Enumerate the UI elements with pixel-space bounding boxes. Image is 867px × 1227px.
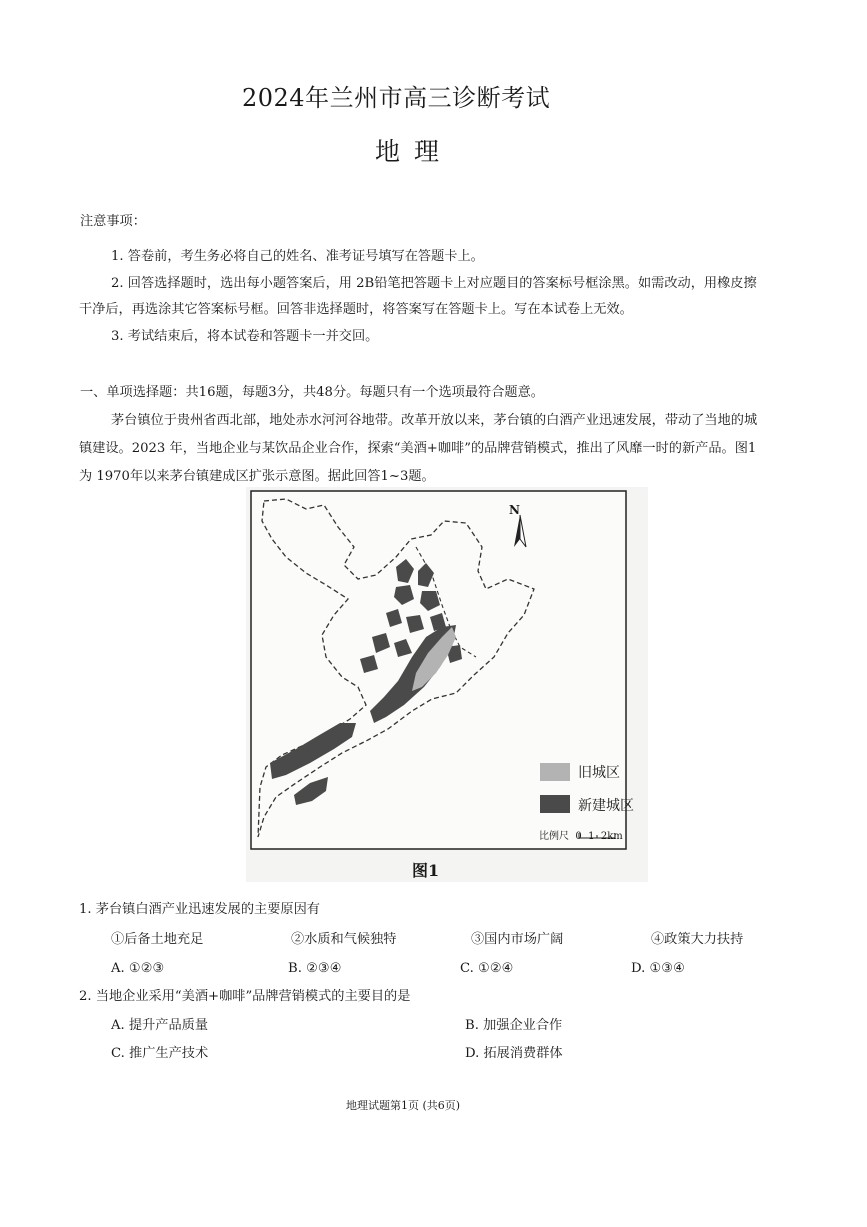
question-2-option-b[interactable]: B. 加强企业合作: [465, 1018, 563, 1033]
passage-line-3: 为 1970年以来茅台镇建成区扩张示意图。据此回答1~3题。: [79, 469, 435, 484]
town-expansion-map: [246, 487, 648, 882]
note-item-2-line-1: 2. 回答选择题时，选出每小题答案后，用 2B铅笔把答题卡上对应题目的答案标号框涂黑。如需改动，用橡皮擦: [111, 276, 757, 291]
legend-new-swatch: [540, 795, 570, 813]
question-2-option-a[interactable]: A. 提升产品质量: [111, 1018, 209, 1033]
question-2-option-d[interactable]: D. 拓展消费群体: [465, 1046, 563, 1061]
question-1-item: ①后备土地充足: [111, 932, 204, 947]
notes-heading: 注意事项：: [80, 214, 146, 229]
map-figure: [246, 487, 648, 882]
question-2-stem: 2. 当地企业采用“美酒+咖啡”品牌营销模式的主要目的是: [79, 989, 411, 1004]
scale-label: 比例尺 0 1 2km: [539, 831, 623, 842]
passage-line-1: 茅台镇位于贵州省西北部，地处赤水河河谷地带。改革开放以来，茅台镇的白酒产业迅速发展，带动了当地的城: [111, 413, 758, 428]
note-item-2-line-2: 干净后，再选涂其它答案标号框。回答非选择题时，将答案写在答题卡上。写在本试卷上无效。: [79, 302, 633, 317]
question-1-item: ②水质和气候独特: [291, 932, 397, 947]
legend-old-label: 旧城区: [578, 765, 620, 781]
question-1-item: ③国内市场广阔: [471, 932, 564, 947]
question-1-option-c[interactable]: C. ①②④: [460, 961, 514, 976]
exam-title: 2024年兰州市高三诊断考试: [242, 84, 551, 112]
question-1-stem: 1. 茅台镇白酒产业迅速发展的主要原因有: [79, 902, 320, 917]
page-footer: 地理试题第1页 (共6页): [346, 1099, 461, 1112]
question-1-option-d[interactable]: D. ①③④: [631, 961, 685, 976]
note-item-1: 1. 答卷前，考生务必将自己的姓名、准考证号填写在答题卡上。: [111, 249, 484, 264]
north-label: N: [509, 503, 520, 517]
subject-title: 地理: [375, 137, 454, 166]
legend-new-label: 新建城区: [578, 798, 634, 814]
question-1-item: ④政策大力扶持: [651, 932, 744, 947]
legend-old-swatch: [540, 763, 570, 781]
figure-caption: 图1: [412, 861, 440, 880]
note-item-3: 3. 考试结束后，将本试卷和答题卡一并交回。: [111, 329, 379, 344]
passage-line-2: 镇建设。2023 年，当地企业与某饮品企业合作，探索“美酒+咖啡”的品牌营销模式，推出了风靡一时的新产品。图1: [79, 441, 757, 456]
question-2-option-c[interactable]: C. 推广生产技术: [111, 1046, 209, 1061]
section-heading: 一、单项选择题：共16题，每题3分，共48分。每题只有一个选项最符合题意。: [80, 385, 544, 400]
question-1-option-b[interactable]: B. ②③④: [288, 961, 342, 976]
question-1-option-a[interactable]: A. ①②③: [111, 961, 165, 976]
